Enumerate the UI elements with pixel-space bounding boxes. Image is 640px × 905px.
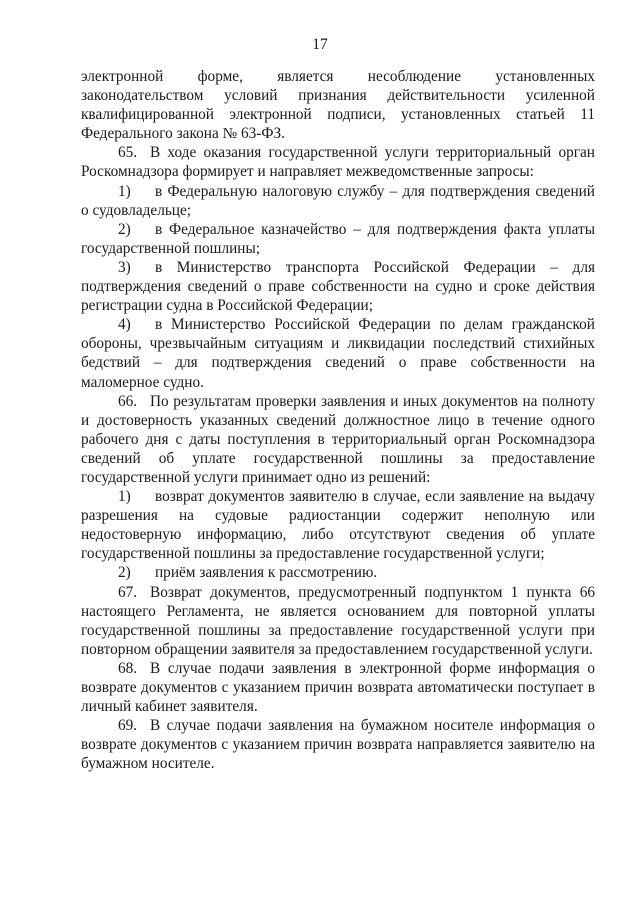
list-item [81,563,595,582]
list-item-number: 2) [118,220,131,238]
paragraph-number: 65. [118,144,138,162]
list-item [81,258,595,315]
paragraph-67 [81,583,595,659]
list-item-text: в Федеральное казначейство – для подтверждения факта уплаты государственной пошлины; [81,220,595,257]
list-item-number: 1) [118,488,131,506]
paragraph-number: 66. [118,392,138,410]
page-number: 17 [312,36,328,53]
paragraph-text: В случае подачи заявления в электронной форме информация о возврате документов с указанием причин возврата автоматически поступает в личный кабинет заявителя. [81,659,595,716]
paragraph-65 [81,143,595,181]
paragraph-continuation [81,67,595,143]
list-item [81,182,595,220]
page-body [81,67,595,773]
list-item-text: в Федеральную налоговую службу – для подтверждения сведений о судовладельце; [81,182,595,219]
list-item-number: 3) [118,258,131,276]
paragraph-69 [81,716,595,773]
paragraph-number: 68. [118,659,138,677]
paragraph-text: В ходе оказания государственной услуги территориальный орган Роскомнадзора формирует и направляет межведомственные запросы: [81,144,595,181]
list-item [81,220,595,258]
paragraph-number: 67. [118,583,138,601]
list-item-number: 2) [118,564,131,582]
list-item [81,315,595,391]
paragraph-text: В случае подачи заявления на бумажном носителе информация о возврате документов с указанием причин возврата направляется заявителю на бумажном носителе. [81,717,595,773]
list-item-text: в Министерство Российской Федерации по делам гражданской обороны, чрезвычайным ситуациям и ликвидации последствий стихийных бедствий – для подтверждения сведений о праве собственности на маломерное судно. [81,316,595,391]
paragraph-68 [81,659,595,716]
list-item-text: приём заявления к рассмотрению. [155,564,378,582]
list-item-number: 4) [118,316,131,334]
list-item-text: возврат документов заявителю в случае, если заявление на выдачу разрешения на судовые радиостанции содержит неполную или недостоверную информацию, либо отсутствуют сведения об уплате государственной пошлины за предоставление государственной услуги; [81,488,595,563]
paragraph-66 [81,392,595,487]
paragraph-number: 69. [118,717,138,735]
list-item [81,487,595,563]
paragraph-text: электронной форме, является несоблюдение установленных законодательством условий признания действительности усиленной квалифицированной электронной подписи, установленных статьей 11 Федерального закона № 63-ФЗ. [81,68,595,143]
paragraph-text: По результатам проверки заявления и иных документов на полноту и достоверность указанных сведений должностное лицо в течение одного рабочего дня с даты поступления в территориальный орган Роскомнадзора сведений об уплате государственной пошлины за предоставление государственной услуги принимает одно из решений: [81,392,595,486]
list-item-number: 1) [118,182,131,200]
list-item-text: в Министерство транспорта Российской Федерации – для подтверждения сведений о праве собственности на судно и сроке действия регистрации судна в Российской Федерации; [81,258,595,315]
paragraph-text: Возврат документов, предусмотренный подпунктом 1 пункта 66 настоящего Регламента, не является основанием для повторной уплаты государственной пошлины за предоставление государственной услуги при повторном обращении заявителя за предоставлением государственной услуги. [81,583,595,658]
